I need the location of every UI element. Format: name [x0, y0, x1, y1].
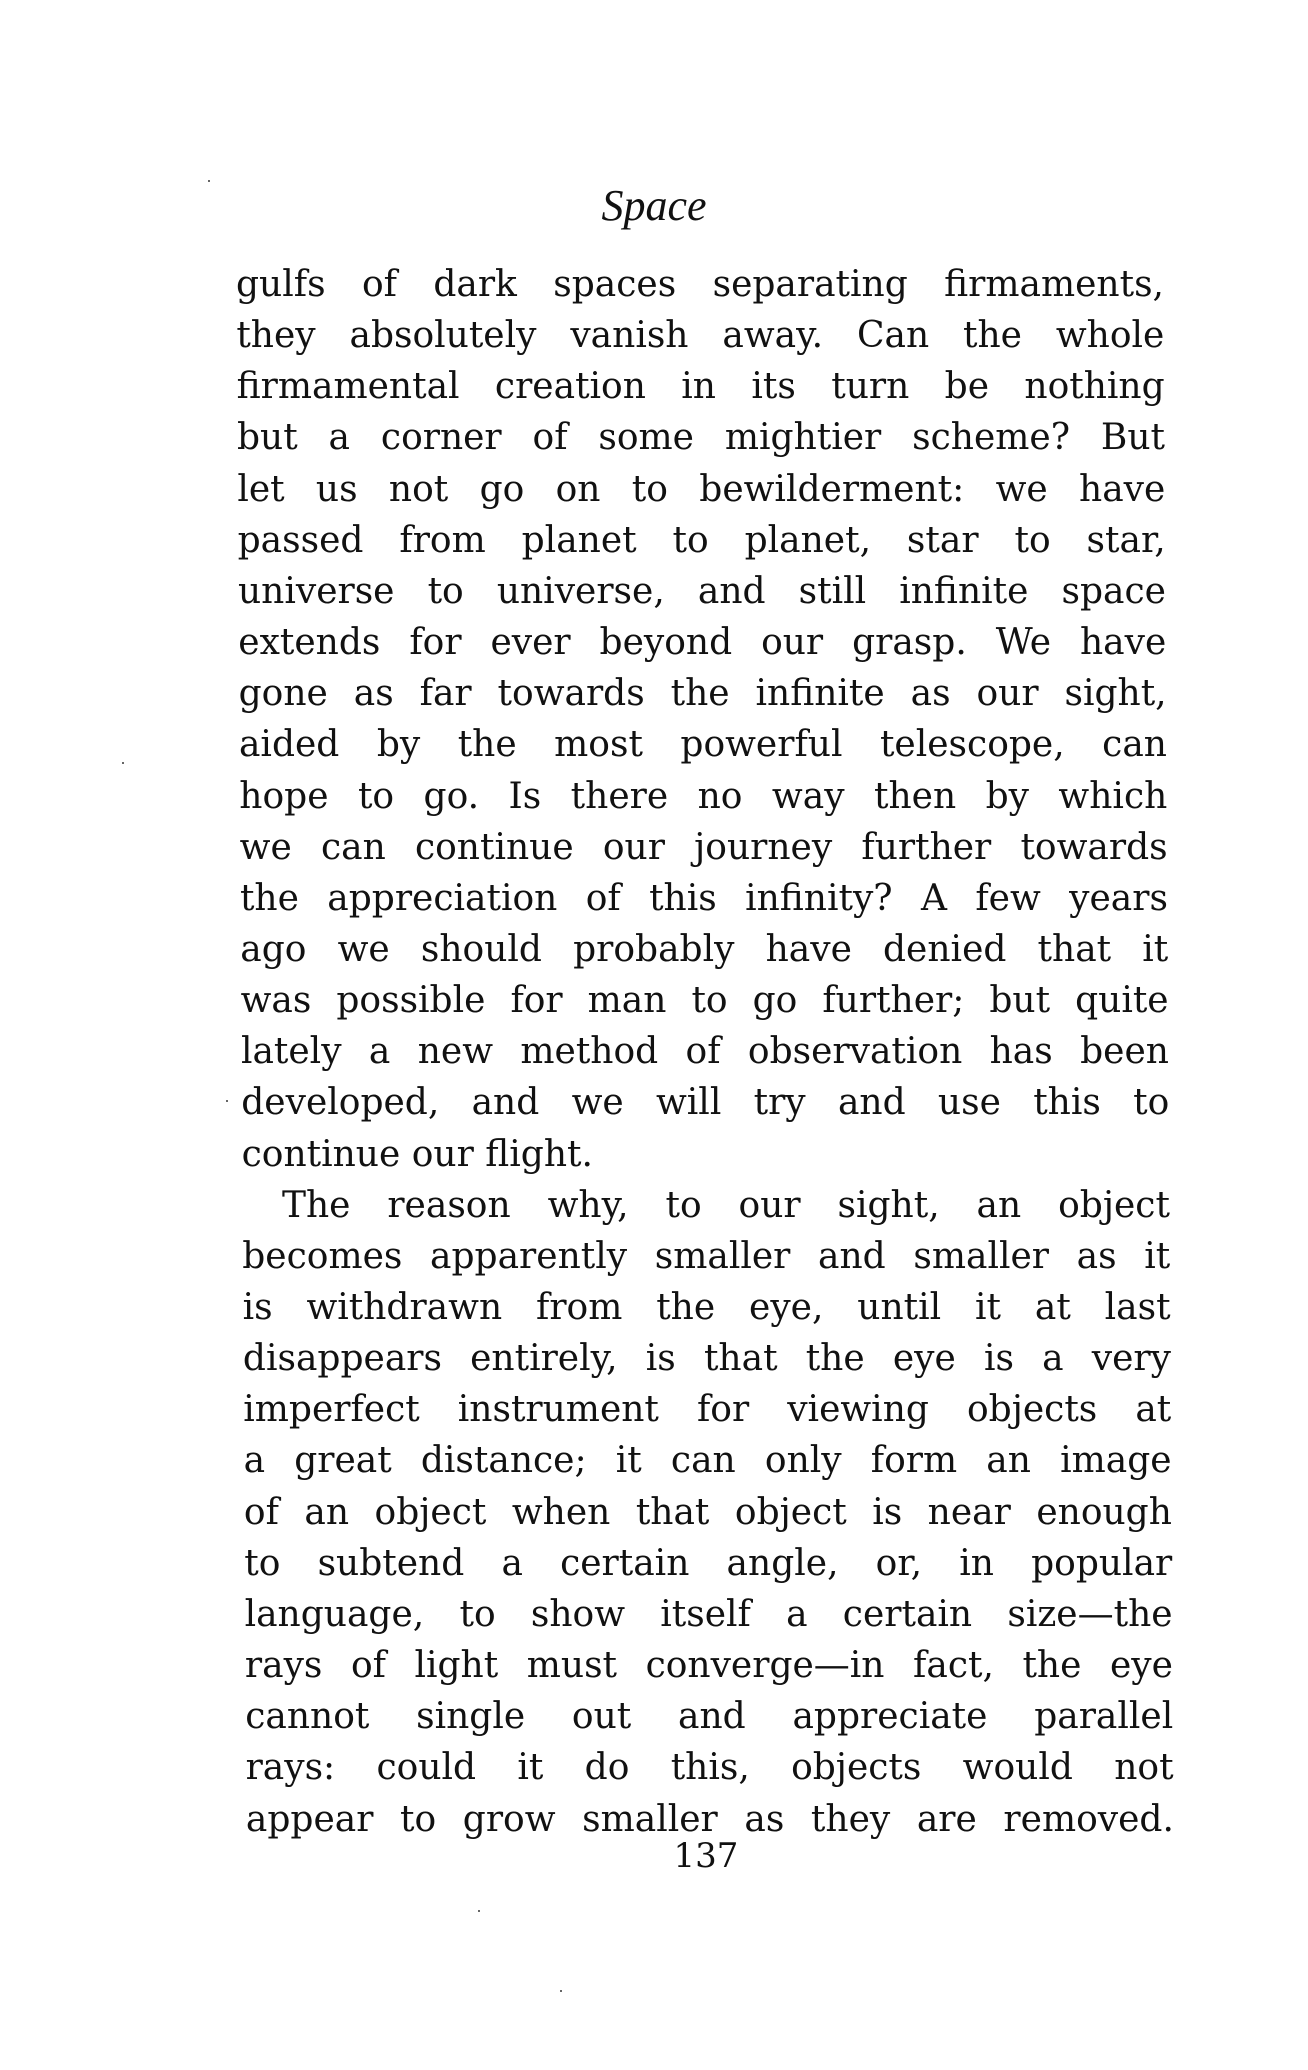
text-line: continue our flight.: [241, 1133, 593, 1175]
text-line: imperfect instrument for viewing objects at: [243, 1389, 1172, 1431]
text-line: appear to grow smaller as they are removed.: [245, 1798, 1174, 1840]
text-line: of an object when that object is near enough: [243, 1491, 1172, 1533]
text-line: a great distance; it can only form an image: [243, 1440, 1172, 1482]
text-line: lately a new method of observation has been: [240, 1031, 1169, 1073]
text-line: was possible for man to go further; but quite: [240, 980, 1169, 1022]
text-line: gulfs of dark spaces separating firmaments,: [236, 264, 1164, 305]
text-line: The reason why, to our sight, an object: [281, 1184, 1170, 1226]
scan-speck: [478, 1910, 480, 1912]
text-line: hope to go. Is there no way then by which: [239, 775, 1168, 817]
page-number: 137: [673, 1836, 739, 1876]
text-line: they absolutely vanish away. Can the whole: [236, 315, 1165, 357]
scan-speck: [226, 1100, 228, 1102]
text-line: rays of light must converge—in fact, the eye: [244, 1645, 1173, 1687]
text-line: extends for ever beyond our grasp. We have: [238, 622, 1167, 664]
text-line: language, to show itself a certain size—the: [244, 1593, 1173, 1635]
running-header: Space: [601, 181, 707, 230]
text-line: but a corner of some mightier scheme? But: [236, 417, 1165, 459]
text-line: let us not go on to bewilderment: we have: [237, 468, 1166, 510]
text-line: aided by the most powerful telescope, can: [238, 724, 1167, 766]
text-line: to subtend a certain angle, or, in popular: [244, 1542, 1173, 1584]
scan-speck: [208, 180, 210, 182]
text-line: developed, and we will try and use this to: [241, 1082, 1170, 1124]
text-line: rays: could it do this, objects would not: [245, 1747, 1174, 1789]
text-line: is withdrawn from the eye, until it at last: [242, 1287, 1171, 1328]
text-line: becomes apparently smaller and smaller as it: [242, 1235, 1171, 1277]
text-line: firmamental creation in its turn be nothing: [236, 366, 1165, 408]
text-line: ago we should probably have denied that it: [240, 928, 1169, 970]
text-line: universe to universe, and still infinite space: [237, 570, 1166, 612]
text-line: gone as far towards the infinite as our sight,: [238, 673, 1167, 715]
scan-speck: [560, 1990, 562, 1992]
text-line: disappears entirely, is that the eye is a very: [242, 1338, 1171, 1380]
text-line: cannot single out and appreciate parallel: [245, 1696, 1174, 1738]
text-line: passed from planet to planet, star to star,: [237, 519, 1166, 561]
scan-speck: [122, 762, 124, 764]
text-line: we can continue our journey further towards: [239, 826, 1168, 868]
text-line: the appreciation of this infinity? A few years: [239, 877, 1168, 919]
